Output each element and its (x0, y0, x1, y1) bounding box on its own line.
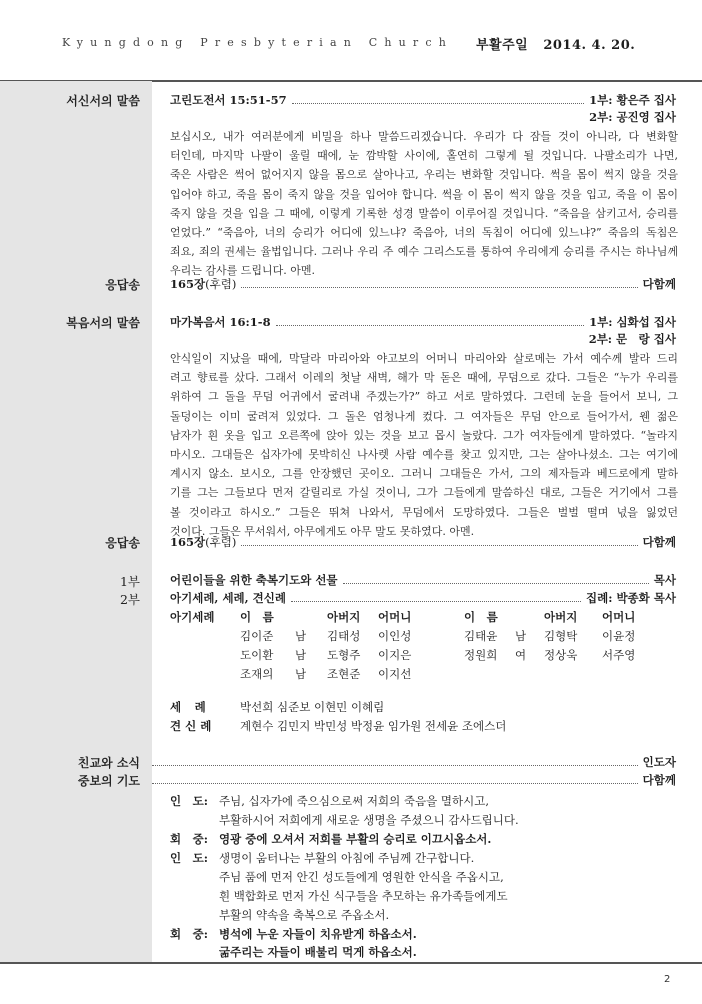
epistle-text (170, 127, 678, 281)
col-name: 이 름 (240, 610, 274, 624)
service-2-label: 2부 (119, 592, 140, 607)
text-line: 안식일이 지났을 때에, 막달라 마리아와 야고보의 어머니 마리아와 살로메는 가서 예수께 발라 드리 (170, 352, 678, 365)
epistle-label: 서신서의 말씀 (66, 94, 140, 108)
child-sex: 남 (295, 629, 307, 643)
prayer-line: 굶주리는 자들이 배불리 먹게 하옵소서. (219, 945, 417, 959)
gospel-reader-1: 1부: 심화섭 집사 (589, 315, 676, 329)
service-1-label: 1부 (119, 574, 140, 589)
leader-dots (343, 573, 649, 584)
prayer-line: 부활의 약속을 축복으로 주옵소서. (219, 908, 390, 922)
blessing-leader: 목사 (653, 573, 676, 587)
response-row (170, 534, 676, 551)
leader-dots (152, 755, 638, 766)
col-father: 아버지 (327, 610, 361, 624)
footer-rule (0, 962, 702, 964)
text-line: 터인데, 마지막 나팔이 울릴 때에, 눈 깜박할 사이에, 홀연히 그렇게 될 것입니다. 나팔소리가 나면, (170, 149, 678, 163)
epistle-reference: 고린도전서 15:51-57 (170, 93, 287, 107)
baptism-title: 아기세례, 세례, 견신례 (170, 591, 286, 605)
baptism-names: 박선희 심준보 이현민 이혜림 (240, 700, 385, 714)
text-line: 우리는 감사를 드립니다. 아멘. (170, 264, 315, 278)
leader-dots (276, 315, 585, 326)
gospel-label: 복음서의 말씀 (66, 316, 140, 330)
child-name: 김이준 (240, 629, 274, 643)
child-sex: 여 (515, 648, 527, 662)
child-sex: 남 (295, 648, 307, 662)
child-sex: 남 (515, 629, 527, 643)
church-name: Kyungdong Presbyterian Church (62, 36, 454, 49)
prayer-speaker: 회 중: (170, 927, 208, 941)
label-column (0, 81, 152, 962)
mother-name: 서주영 (602, 648, 636, 662)
page-number: 2 (664, 974, 671, 985)
leader-dots (241, 535, 637, 546)
text-line: 것이다. 그들은 무서워서, 아무에게도 아무 말도 못하였다. 아멘. (170, 524, 475, 538)
father-name: 조현준 (327, 667, 361, 681)
hymn-note: (후렴) (205, 277, 237, 291)
gospel-reference: 마가복음서 16:1-8 (170, 315, 271, 329)
father-name: 도형주 (327, 648, 361, 662)
hymn-number: 165장 (170, 277, 206, 291)
service-date (476, 34, 635, 53)
date: 2014. 4. 20. (543, 38, 636, 53)
prayer-line: 주님, 십자가에 죽으심으로써 저희의 죽음을 멸하시고, (219, 794, 489, 808)
text-line: 계시지 않소. 보시오, 그를 안장했던 곳이오. 그러니 그대들은 가서, 그의 제자들과 베드로에게 말하 (170, 467, 678, 481)
col-father: 아버지 (544, 610, 578, 624)
prayer-speaker: 인 도: (170, 794, 208, 808)
fellowship-row (152, 754, 676, 771)
prayer-line: 생명이 움터나는 부활의 아침에 주님께 간구합니다. (219, 851, 475, 865)
response-label: 응답송 (105, 536, 140, 550)
text-line: 죄요, 죄의 권세는 율법입니다. 그러나 우리 주 예수 그리스도를 통하여 우리에게 승리를 주시는 하나님께 (170, 245, 678, 259)
prayer-line: 흰 백합화로 먼저 가신 식구들을 추모하는 유가족들에게도 (219, 889, 508, 903)
col-mother: 어머니 (378, 610, 412, 624)
leader-dots (241, 277, 637, 288)
gospel-text (170, 349, 678, 541)
occasion: 부활주일 (476, 38, 529, 53)
response-leader: 다함께 (642, 535, 676, 549)
text-line: 마시오. 그대들은 십자가에 못박히신 나사렛 사람 예수를 찾고 있지만, 그는 살아나셨소. 그는 여기에 (170, 447, 678, 461)
father-name: 김형탁 (544, 629, 578, 643)
leader-dots (291, 591, 581, 602)
response-leader: 다함께 (642, 277, 676, 291)
intercession-row (152, 772, 676, 789)
text-line: 얻었다.” “죽음아, 너의 승리가 어디에 있느냐? 죽음아, 너의 독침이 어디에 있느냐?” 죽음의 독침은 (170, 225, 678, 239)
text-line: 돌덩이는 이미 굴려져 있었다. 그 돌은 엄청나게 컸다. 그 여자들은 무덤 안으로 들어가서, 웬 젊은 (170, 409, 678, 423)
text-line: 볼 것이라고 하시오.” 그들은 뛰쳐 나와서, 무덤에서 도망하였다. 그들은 벌벌 떨며 넋을 잃었던 (170, 505, 678, 519)
text-line: 죽은 사람은 썩어 없어지지 않을 몸으로 살아나고, 우리는 변화할 것입니다. 썩을 몸이 썩지 않을 것을 (170, 168, 678, 182)
epistle-reader-2: 2부: 공진영 집사 (589, 110, 676, 124)
prayer-line: 부활하시어 저희에게 새로운 생명을 주셨으니 감사드립니다. (219, 813, 519, 827)
mother-name: 이지선 (378, 667, 412, 681)
leader-dots (152, 773, 638, 784)
text-line: 죽지 않을 것을 입을 그 때에, 이렇게 기록한 성경 말씀이 이루어질 것입니다. “죽음을 삼키고서, 승리를 (170, 206, 678, 220)
epistle-reader-1: 1부: 황은주 집사 (589, 93, 676, 107)
child-name: 김태윤 (464, 629, 498, 643)
text-line: 위하여 그 돌을 무덤 어귀에서 굴려내 주겠는가?” 하고 서로 말하였다. 그런데 눈을 들어서 보니, 그 (170, 390, 678, 404)
blessing-title: 어린이들을 위한 축복기도와 선물 (170, 573, 338, 587)
epistle-row (170, 92, 676, 109)
prayer-line: 주님 품에 먼저 안긴 성도들에게 영원한 안식을 주옵시고, (219, 870, 504, 884)
intercession-leader: 다함께 (642, 773, 676, 787)
gospel-row (170, 314, 676, 331)
child-name: 도이환 (240, 648, 274, 662)
col-name: 이 름 (464, 610, 498, 624)
prayer-speaker: 인 도: (170, 851, 208, 865)
prayer-line: 병석에 누운 자들이 치유받게 하옵소서. (219, 927, 417, 941)
gospel-reader-2: 2부: 문 랑 집사 (588, 332, 676, 346)
mother-name: 이윤정 (602, 629, 636, 643)
prayer-speaker: 회 중: (170, 832, 208, 846)
confirmation-names: 계현수 김민지 박민성 박정윤 임가원 전세윤 조에스더 (240, 719, 507, 733)
blessing-row (170, 572, 676, 589)
mother-name: 이인성 (378, 629, 412, 643)
father-name: 김태성 (327, 629, 361, 643)
intercession-label: 중보의 기도 (77, 774, 140, 788)
leader-dots (292, 93, 585, 104)
baptism-label: 세 례 (170, 700, 207, 714)
infant-baptism-label: 아기세례 (170, 610, 215, 624)
child-sex: 남 (295, 667, 307, 681)
text-line: 보십시오, 내가 여러분에게 비밀을 하나 말씀드리겠습니다. 우리가 다 잠들 것이 아니라, 다 변화할 (170, 130, 678, 143)
mother-name: 이지은 (378, 648, 412, 662)
hymn-number: 165장 (170, 535, 206, 549)
text-line: 기를 그는 그들보다 먼저 갈릴리로 가실 것이니, 그가 그들에게 말씀하신 대로, 그들은 거기에서 그를 (170, 486, 678, 500)
fellowship-label: 친교와 소식 (77, 756, 140, 770)
text-line: 입어야 하고, 죽을 몸이 죽지 않을 것을 입어야 합니다. 썩을 이 몸이 썩지 않을 것을 입고, 죽을 이 몸이 (170, 187, 678, 201)
fellowship-leader: 인도자 (642, 755, 676, 769)
child-name: 조재의 (240, 667, 274, 681)
prayer-line: 영광 중에 오셔서 저희를 부활의 승리로 이끄시옵소서. (219, 832, 492, 846)
confirmation-label: 견 신 례 (170, 719, 212, 733)
col-mother: 어머니 (602, 610, 636, 624)
hymn-note: (후렴) (205, 535, 237, 549)
child-name: 정원희 (464, 648, 498, 662)
text-line: 남자가 흰 옷을 입고 오른쪽에 앉아 있는 것을 보고 몹시 놀랐다. 그가 여자들에게 말하였다. “놀라지 (170, 428, 678, 442)
text-line: 려고 향료를 샀다. 그래서 이레의 첫날 새벽, 해가 막 돋은 때에, 무덤으로 갔다. 그들은 “누가 우리를 (170, 371, 678, 385)
baptism-officiant: 집례: 박종화 목사 (585, 591, 676, 605)
response-row (170, 276, 676, 293)
father-name: 정상욱 (544, 648, 578, 662)
response-label: 응답송 (105, 278, 140, 292)
baptism-row (170, 590, 676, 607)
